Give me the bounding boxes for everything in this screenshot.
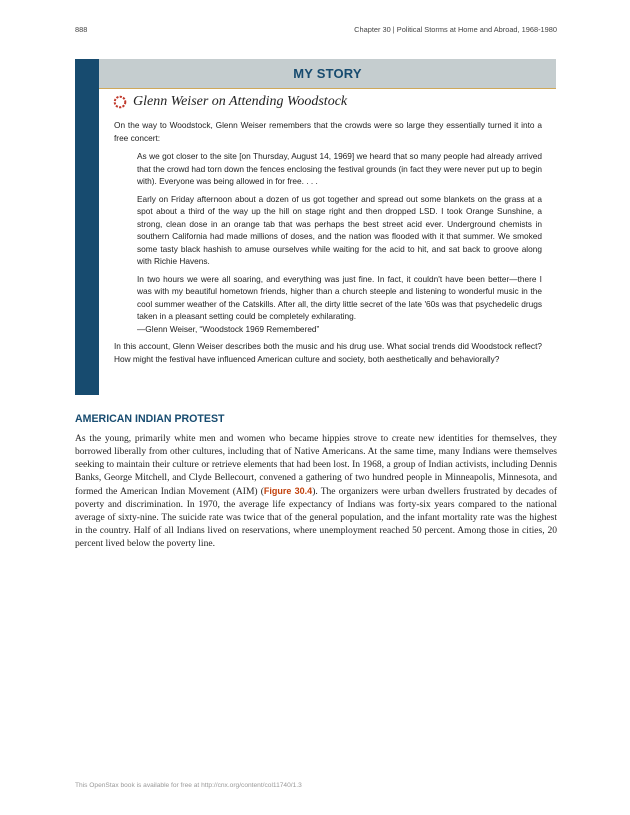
section-body-text-continued: ). The organizers were urban dwellers frustrated by decades of poverty and discrimination. In 1970, the average life expectancy of Indians was forty-six years compared to the national average of sixty-nine. The suicide rate was twice that of the general population, and the infant mortality rate was the highest in the country. Half of all Indians lived on reservations, where unemployment reached 50 percent. Among those in cities, 20 percent lived below the poverty line. [75, 485, 557, 550]
feature-side-bar [75, 59, 99, 395]
my-story-feature [75, 59, 556, 395]
page-number: 888 [75, 25, 88, 34]
page-header [75, 25, 557, 37]
section-body-text: As the young, primarily white men and women who became hippies strove to create new identities for themselves, they borrowed liberally from other cultures, including that of Native Americans. At the same time, many Indians were themselves seeking to maintain their culture or retrieve elements that had been lost. In 1968, a group of Indian activists, including Dennis Banks, George Mitchell, and Clyde Bellecourt, convened a gathering of two hundred people in Minneapolis, Minnesota, and formed the American Indian Movement (AIM) ( [75, 433, 557, 497]
feature-label: MY STORY [293, 66, 362, 81]
page-footer: This OpenStax book is available for free at http://cnx.org/content/col11740/1.3 [75, 782, 302, 789]
story-intro: On the way to Woodstock, Glenn Weiser remembers that the crowds were so large they essentially turned it into a free concert: [114, 120, 542, 143]
my-story-icon [113, 95, 127, 109]
quote-attribution: —Glenn Weiser, “Woodstock 1969 Remembered” [137, 323, 320, 334]
quote-paragraph: In two hours we were all soaring, and everything was just fine. In fact, it couldn't have been better—there I was with my beautiful hometown friends, higher than a church steeple and listening to wonderful music in the cool summer weather of the Catskills. After all, the dirty little secret of the late '60s was that psychedelic drugs taken in a pleasant setting could be completely exhilarating. [137, 273, 542, 321]
block-quote [137, 150, 542, 335]
story-title: Glenn Weiser on Attending Woodstock [133, 94, 348, 109]
story-closing: In this account, Glenn Weiser describes both the music and his drug use. What social trends did Woodstock reflect? How might the festival have influenced American culture and society, both aesthetically and behaviorally? [114, 341, 542, 364]
story-body [114, 119, 542, 365]
chapter-title: Chapter 30 | Political Storms at Home and Abroad, 1968-1980 [354, 25, 557, 34]
section-body [75, 432, 557, 550]
figure-link[interactable]: Figure 30.4 [263, 485, 313, 496]
quote-paragraph: As we got closer to the site [on Thursday, August 14, 1969] we heard that so many people had already arrived that the crowd had torn down the fences enclosing the festival grounds (in fact they were never put up to begin with). Everyone was being allowed in for free. . . . [137, 151, 542, 186]
quote-paragraph: Early on Friday afternoon about a dozen of us got together and spread out some blankets on the grass at a spot about a third of the way up the hill on stage right and then dropped LSD. I took Orange Sunshine, a strong, clean dose in an orange tab that was perhaps the best street acid ever. Underground chemists in southern California had made millions of doses, and the nation was flooded with it that summer. We smoked some tasty black hashish to amuse ourselves while waiting for the acid to hit, and sat back to groove along with Richie Havens. [137, 193, 542, 266]
section-heading: AMERICAN INDIAN PROTEST [75, 413, 225, 425]
story-heading [113, 93, 347, 111]
feature-title-band [99, 59, 556, 89]
